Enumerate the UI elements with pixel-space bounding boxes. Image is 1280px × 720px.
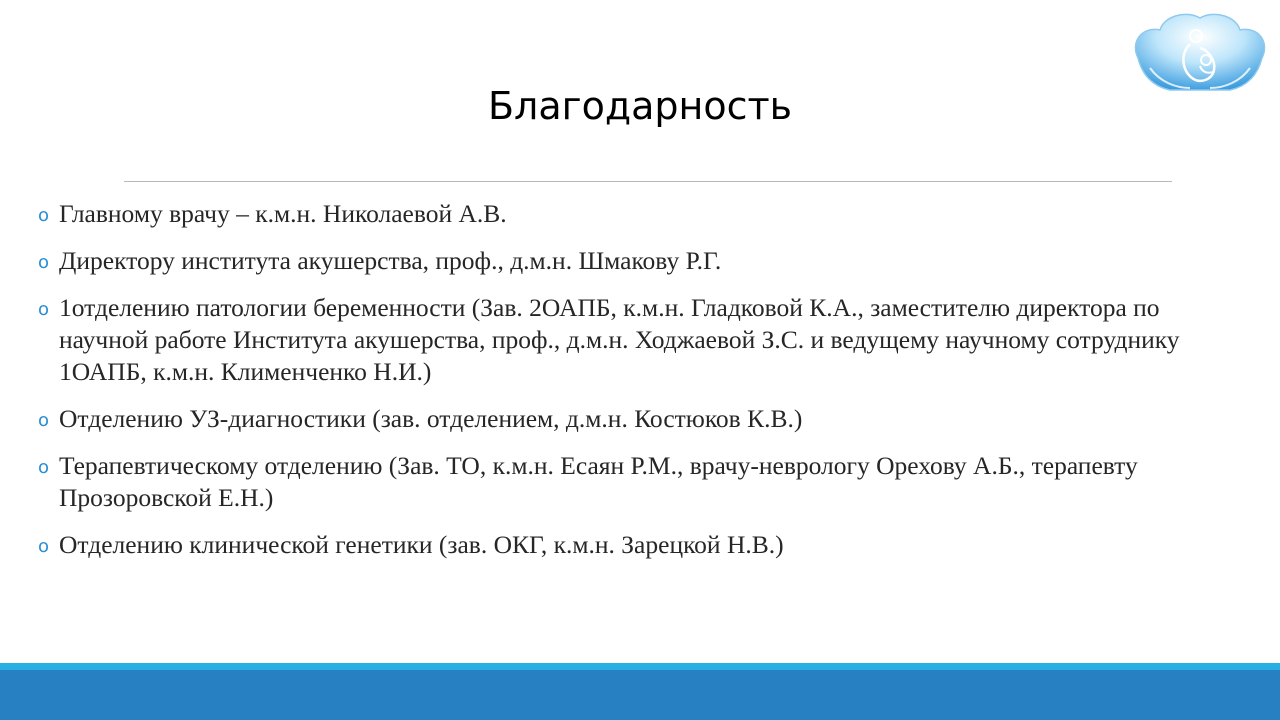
slide-title: Благодарность — [487, 84, 793, 128]
list-item-text: Отделению УЗ-диагностики (зав. отделением, д.м.н. Костюков К.В.) — [59, 404, 803, 433]
bullet-icon: o — [38, 410, 50, 431]
list-item — [38, 450, 1250, 514]
list-item — [38, 529, 1250, 561]
list-item-text: 1отделению патологии беременности (Зав. 2ОАПБ, к.м.н. Гладковой К.А., заместителю директора по научной работе Института акушерства, проф., д.м.н. Ходжаевой З.С. и ведущему научному сотруднику 1ОАПБ, к.м.н. Клименченко Н.И.) — [59, 293, 1180, 386]
acknowledgement-list — [38, 198, 1250, 576]
list-item-text: Директору института акушерства, проф., д.м.н. Шмакову Р.Г. — [59, 246, 722, 275]
list-item-text: Главному врачу – к.м.н. Николаевой А.В. — [59, 199, 507, 228]
title-divider — [124, 181, 1172, 182]
bullet-icon: o — [38, 299, 50, 320]
list-item-text: Терапевтическому отделению (Зав. ТО, к.м.н. Есаян Р.М., врачу-неврологу Орехову А.Б., терапевту Прозоровской Е.Н.) — [59, 451, 1138, 512]
bullet-icon: o — [38, 252, 50, 273]
footer-stripe — [0, 663, 1280, 670]
bullet-icon: o — [38, 457, 50, 478]
list-item — [38, 403, 1250, 435]
list-item — [38, 292, 1250, 388]
list-item — [38, 198, 1250, 230]
bullet-icon: o — [38, 536, 50, 557]
bullet-icon: o — [38, 205, 50, 226]
footer-bar — [0, 670, 1280, 720]
list-item-text: Отделению клинической генетики (зав. ОКГ, к.м.н. Зарецкой Н.В.) — [59, 530, 784, 559]
list-item — [38, 245, 1250, 277]
